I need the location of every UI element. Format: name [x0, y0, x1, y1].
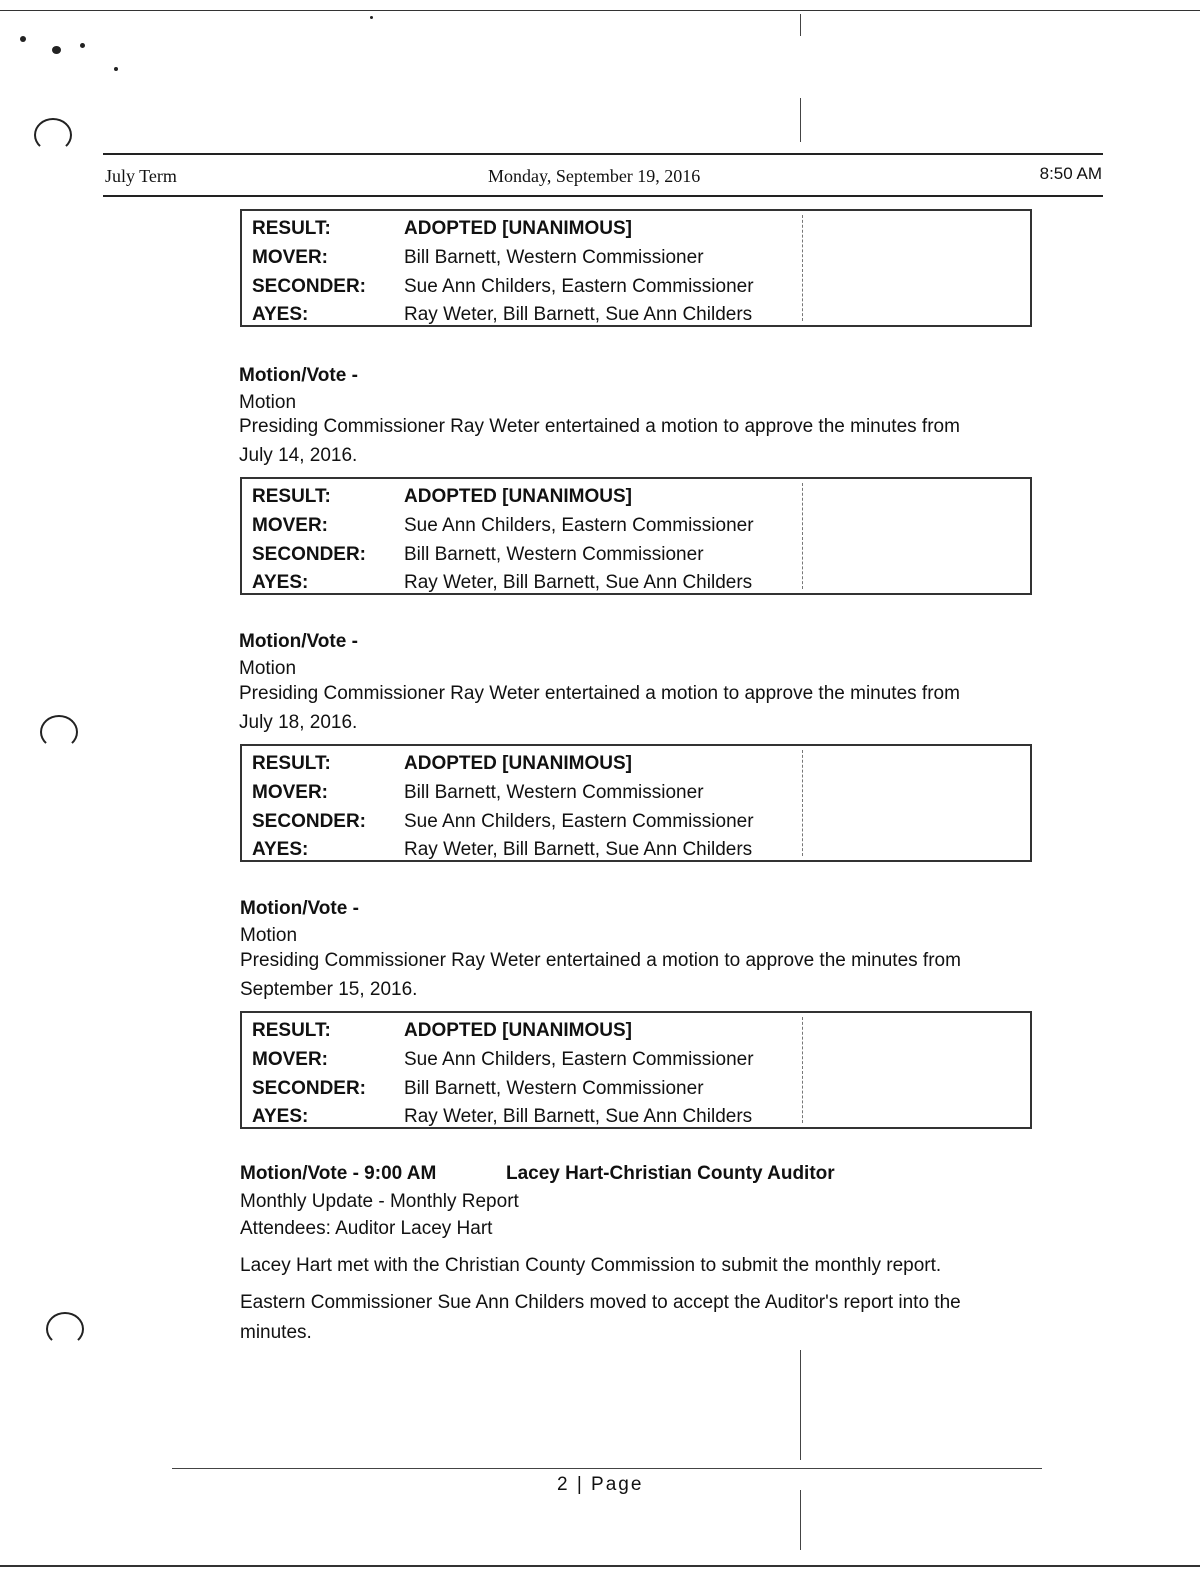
scan-mark: [800, 14, 801, 36]
vote-ayes: Ray Weter, Bill Barnett, Sue Ann Childers: [404, 839, 753, 860]
scan-mark: [800, 1350, 801, 1460]
auditor-motion-heading: Motion/Vote - 9:00 AM: [240, 1163, 437, 1184]
vote-label: SECONDER:: [252, 811, 367, 832]
vote-row-seconder: [252, 276, 754, 304]
vote-result: ADOPTED [UNANIMOUS]: [404, 1020, 632, 1041]
header-term: July Term: [105, 166, 177, 186]
motion-type: Motion: [239, 392, 297, 413]
vote-label: SECONDER:: [252, 276, 367, 297]
motion-text: September 15, 2016.: [240, 979, 418, 1000]
binder-hole: [46, 1312, 84, 1346]
vote-row-mover: [252, 247, 704, 275]
vote-seconder: Sue Ann Childers, Eastern Commissioner: [404, 276, 754, 297]
motion-text: Presiding Commissioner Ray Weter entertained a motion to approve the minutes from: [240, 950, 961, 971]
vote-label: MOVER:: [252, 247, 328, 268]
motion-heading: Motion/Vote -: [239, 631, 358, 652]
auditor-paragraph: minutes.: [240, 1322, 312, 1343]
vote-result-box: [240, 209, 1032, 327]
scan-speck: [80, 43, 85, 48]
motion-text: July 14, 2016.: [239, 445, 358, 466]
motion-text: Presiding Commissioner Ray Weter entertained a motion to approve the minutes from: [239, 683, 960, 704]
vote-row-result: [252, 753, 632, 781]
motion-type: Motion: [240, 925, 298, 946]
vote-row-ayes: [252, 1106, 752, 1134]
scan-speck: [52, 46, 61, 54]
auditor-motion-title: Lacey Hart-Christian County Auditor: [506, 1163, 835, 1184]
vote-label: AYES:: [252, 839, 309, 860]
vote-row-ayes: [252, 304, 752, 332]
vote-seconder: Sue Ann Childers, Eastern Commissioner: [404, 811, 754, 832]
vote-result: ADOPTED [UNANIMOUS]: [404, 486, 632, 507]
header-rule-top: [103, 153, 1103, 155]
motion-type: Motion: [239, 658, 297, 679]
scan-speck: [370, 16, 373, 19]
vote-ayes: Ray Weter, Bill Barnett, Sue Ann Childers: [404, 572, 753, 593]
vote-label: AYES:: [252, 1106, 309, 1127]
vote-ayes: Ray Weter, Bill Barnett, Sue Ann Childers: [404, 304, 753, 325]
vote-mover: Sue Ann Childers, Eastern Commissioner: [404, 515, 754, 536]
scan-mark: [800, 1490, 801, 1550]
vote-label: SECONDER:: [252, 544, 367, 565]
scan-top-border: [0, 10, 1200, 11]
vote-ayes: Ray Weter, Bill Barnett, Sue Ann Childers: [404, 1106, 753, 1127]
vote-seconder: Bill Barnett, Western Commissioner: [404, 1078, 704, 1099]
vote-label: AYES:: [252, 304, 309, 325]
vote-result-box: [240, 744, 1032, 862]
vote-row-seconder: [252, 1078, 704, 1106]
scan-speck: [114, 67, 118, 71]
vote-row-ayes: [252, 839, 752, 867]
scan-bottom-border: [0, 1565, 1200, 1567]
vote-row-result: [252, 218, 632, 246]
vote-mover: Bill Barnett, Western Commissioner: [404, 247, 704, 268]
header-date: Monday, September 19, 2016: [488, 166, 701, 186]
motion-text: July 18, 2016.: [239, 712, 358, 733]
auditor-paragraph: Lacey Hart met with the Christian County Commission to submit the monthly report.: [240, 1255, 942, 1276]
vote-box-divider: [802, 215, 803, 321]
auditor-attendees: Attendees: Auditor Lacey Hart: [240, 1218, 493, 1239]
motion-heading: Motion/Vote -: [240, 898, 359, 919]
vote-box-divider: [802, 483, 803, 589]
vote-label: RESULT:: [252, 1020, 331, 1041]
scan-speck: [20, 36, 26, 42]
vote-row-seconder: [252, 811, 754, 839]
vote-row-result: [252, 486, 632, 514]
vote-mover: Bill Barnett, Western Commissioner: [404, 782, 704, 803]
vote-result: ADOPTED [UNANIMOUS]: [404, 218, 632, 239]
vote-label: RESULT:: [252, 753, 331, 774]
motion-heading: Motion/Vote -: [239, 365, 358, 386]
vote-label: RESULT:: [252, 486, 331, 507]
page-number: 2 | Page: [557, 1474, 644, 1495]
vote-mover: Sue Ann Childers, Eastern Commissioner: [404, 1049, 754, 1070]
vote-row-mover: [252, 1049, 754, 1077]
vote-label: MOVER:: [252, 515, 328, 536]
vote-box-divider: [802, 1017, 803, 1123]
vote-label: AYES:: [252, 572, 309, 593]
vote-label: RESULT:: [252, 218, 331, 239]
scan-mark: [800, 98, 801, 142]
vote-result: ADOPTED [UNANIMOUS]: [404, 753, 632, 774]
vote-row-mover: [252, 515, 754, 543]
auditor-subheading: Monthly Update - Monthly Report: [240, 1191, 519, 1212]
auditor-paragraph: Eastern Commissioner Sue Ann Childers moved to accept the Auditor's report into the: [240, 1292, 961, 1313]
vote-label: MOVER:: [252, 782, 328, 803]
vote-row-ayes: [252, 572, 752, 600]
header-rule-bottom: [103, 195, 1103, 197]
header-time: 8:50 AM: [1039, 164, 1102, 183]
vote-row-mover: [252, 782, 704, 810]
vote-label: MOVER:: [252, 1049, 328, 1070]
vote-row-seconder: [252, 544, 704, 572]
vote-row-result: [252, 1020, 632, 1048]
vote-label: SECONDER:: [252, 1078, 367, 1099]
binder-hole: [34, 118, 72, 152]
vote-seconder: Bill Barnett, Western Commissioner: [404, 544, 704, 565]
motion-text: Presiding Commissioner Ray Weter entertained a motion to approve the minutes from: [239, 416, 960, 437]
footer-rule: [172, 1468, 1042, 1469]
vote-result-box: [240, 477, 1032, 595]
binder-hole: [40, 715, 78, 749]
vote-box-divider: [802, 750, 803, 856]
vote-result-box: [240, 1011, 1032, 1129]
